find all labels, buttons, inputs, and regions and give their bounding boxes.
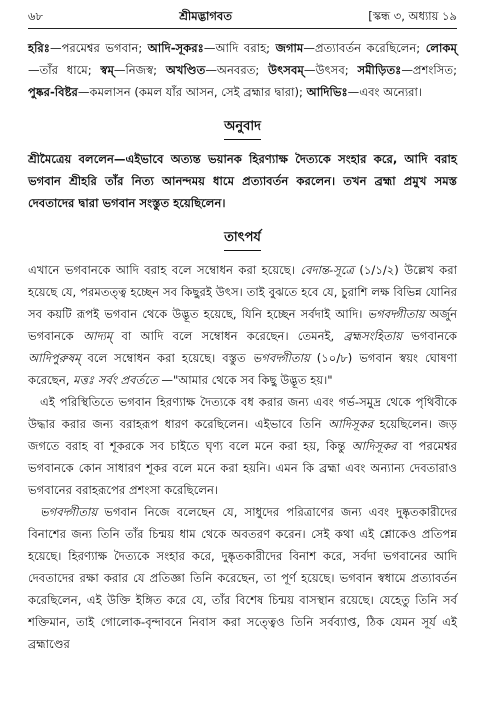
scripture-reference: ব্রহ্মসংহিতায় bbox=[343, 329, 403, 343]
synonym-meaning: উৎসব; bbox=[315, 63, 358, 77]
synonym-meaning: পরমেশ্বর ভগবান; bbox=[61, 41, 148, 55]
synonym-meaning: আদি বরাহ; bbox=[215, 41, 276, 55]
purport-heading: তাৎপর্য bbox=[28, 228, 457, 251]
word-for-word-synonyms: হরিঃ—পরমেশ্বর ভগবান; আদি-সূকরঃ—আদি বরাহ; জগাম—প্রত্যাবর্তন করেছিলেন; লোকম্—তাঁর ধামে; স্বম্—নিজস্ব; অখণ্ডিত—অনবরত; উৎসবম্—উৎসব; সমীড়িতঃ—প্রশংসিত; পুষ্কর-বিষ্টর—কমলাসন (কমল যাঁর আসন, সেই ব্রহ্মার দ্বারা); আদিভিঃ—এবং অন্যেরা। bbox=[28, 41, 458, 99]
synonym-term: সমীড়িতঃ bbox=[357, 63, 402, 77]
translation-heading: অনুবাদ bbox=[28, 117, 457, 140]
sanskrit-term: আদিসূকর bbox=[327, 417, 374, 431]
purport-paragraph: এই পরিস্থিতিতে ভগবান হিরণ্যাক্ষ দৈত্যকে বধ করার জন্য এবং গর্ভ-সমুদ্র থেকে পৃথিবীকে উদ্ধার করার জন্য বরাহরূপ ধারণ করেছিলেন। এইভাবে তিনি আদিসূকর হয়েছিলেন। জড় জগতে বরাহ বা শূকরকে সব চাইতে ঘৃণ্য বলে মনে করা হয়, কিন্তু আদিসূকর বা পরমেশ্বর ভগবানকে কোন সাধারণ শূকর বলে মনে করা হয়নি। এমন কি ব্রহ্মা এবং অন্যান্য দেবতারাও ভগবানের বরাহরূপের প্রশংসা করেছিলেন। bbox=[28, 395, 458, 497]
synonym-term: উৎসবম্ bbox=[268, 63, 304, 77]
synonym-term: হরিঃ bbox=[28, 41, 50, 55]
scripture-reference: বেদান্ত-সূত্রে bbox=[300, 263, 354, 277]
sanskrit-term: আদিসূকর bbox=[351, 439, 397, 453]
purport-body bbox=[28, 259, 457, 655]
synonym-term: আদি-সূকরঃ bbox=[147, 41, 204, 55]
synonym-term: জগাম bbox=[275, 41, 304, 55]
purport-paragraph: এখানে ভগবানকে আদি বরাহ বলে সম্বোধন করা হয়েছে। বেদান্ত-সূত্রে (১/১/২) উল্লেখ করা হয়েছে যে, পরমতত্ত্ব হচ্ছেন সব কিছুরই উৎস। তাই বুঝতে হবে যে, চুরাশি লক্ষ বিভিন্ন যোনির সব কয়টি রূপই ভগবান থেকে উদ্ভূত হয়েছে, যিনি হচ্ছেন সর্বদাই আদি। ভগবদ্গীতায় অর্জুন ভগবানকে আদ্যম্ বা আদি বলে সম্বোধন করেছেন। তেমনই, ব্রহ্মসংহিতায় ভগবানকে আদিপুরুষম্ বলে সম্বোধন করা হয়েছে। বস্তুত ভগবদ্গীতায় (১০/৮) ভগবান স্বয়ং ঘোষণা করেছেন, মত্তঃ সর্বং প্রবর্ততে —"আমার থেকে সব কিছু উদ্ভূত হয়।" bbox=[28, 263, 458, 387]
running-header bbox=[28, 8, 457, 29]
page-number: ৬৮ bbox=[28, 9, 43, 23]
translation-text: শ্রীমৈত্রেয় বললেন—এইভাবে অত্যন্ত ভয়ানক হিরণ্যাক্ষ দৈত্যকে সংহার করে, আদি বরাহ ভগবান শ্রীহরি তাঁর নিত্য আনন্দময় ধামে প্রত্যাবর্তন করলেন। তখন ব্রহ্মা প্রমুখ সমস্ত দেবতাদের দ্বারা ভগবান সংস্তুত হয়েছিলেন। bbox=[28, 152, 457, 210]
synonym-meaning: অনবরত; bbox=[216, 63, 269, 77]
synonym-meaning: প্রত্যাবর্তন করেছিলেন; bbox=[314, 41, 426, 55]
sanskrit-quote: মত্তঃ সর্বং প্রবর্ততে bbox=[73, 373, 158, 387]
sanskrit-term: আদ্যম্ bbox=[82, 329, 113, 343]
scripture-reference: ভগবদ্গীতায় bbox=[40, 505, 98, 519]
synonym-meaning: এবং অন্যেরা। bbox=[359, 85, 423, 99]
synonym-meaning: কমলাসন (কমল যাঁর আসন, সেই ব্রহ্মার দ্বারা); bbox=[89, 85, 307, 99]
synonym-term: লোকম্ bbox=[425, 41, 457, 55]
synonym-term: স্বম্ bbox=[100, 63, 114, 77]
synonym-meaning: তাঁর ধামে; bbox=[39, 63, 101, 77]
synonym-meaning: নিজস্ব; bbox=[125, 63, 166, 77]
synonym-term: আদিভিঃ bbox=[306, 85, 348, 99]
scripture-reference: ভগবদ্গীতায় bbox=[252, 351, 310, 365]
synonym-term: অখণ্ডিত bbox=[165, 63, 206, 77]
chapter-reference: [স্কন্ধ ৩, অধ্যায় ১৯ bbox=[368, 9, 457, 23]
purport-paragraph: ভগবদ্গীতায় ভগবান নিজে বলেছেন যে, সাধুদের পরিত্রাণের জন্য এবং দুষ্কৃতকারীদের বিনাশের জন্য তিনি তাঁর চিন্ময় ধাম থেকে অবতরণ করেন। সেই কথা এই শ্লোকেও প্রতিপন্ন হয়েছে। হিরণ্যাক্ষ দৈত্যকে সংহার করে, দুষ্কৃতকারীদের বিনাশ করে, সর্বদা ভগবানের আদি দেবতাদের রক্ষা করার যে প্রতিজ্ঞা তিনি করেছেন, তা পূর্ণ হয়েছে। ভগবান স্বধামে প্রত্যাবর্তন করেছিলেন, এই উক্তি ইঙ্গিত করে যে, তাঁর বিশেষ চিন্ময় বাসস্থান রয়েছে। যেহেতু তিনি সর্ব শক্তিমান, তাই গোলোক-বৃন্দাবনে নিবাস করা সত্ত্বেও তিনি সর্বব্যাপ্ত, ঠিক যেমন সূর্য এই ব্রহ্মাণ্ডের bbox=[28, 505, 457, 651]
book-title: শ্রীমদ্ভাগবত bbox=[179, 9, 232, 23]
synonym-term: পুষ্কর-বিষ্টর bbox=[28, 85, 78, 99]
scripture-reference: ভগবদ্গীতায় bbox=[367, 307, 425, 321]
synonym-meaning: প্রশংসিত; bbox=[412, 63, 458, 77]
sanskrit-term: আদিপুরুষম্ bbox=[28, 351, 81, 365]
